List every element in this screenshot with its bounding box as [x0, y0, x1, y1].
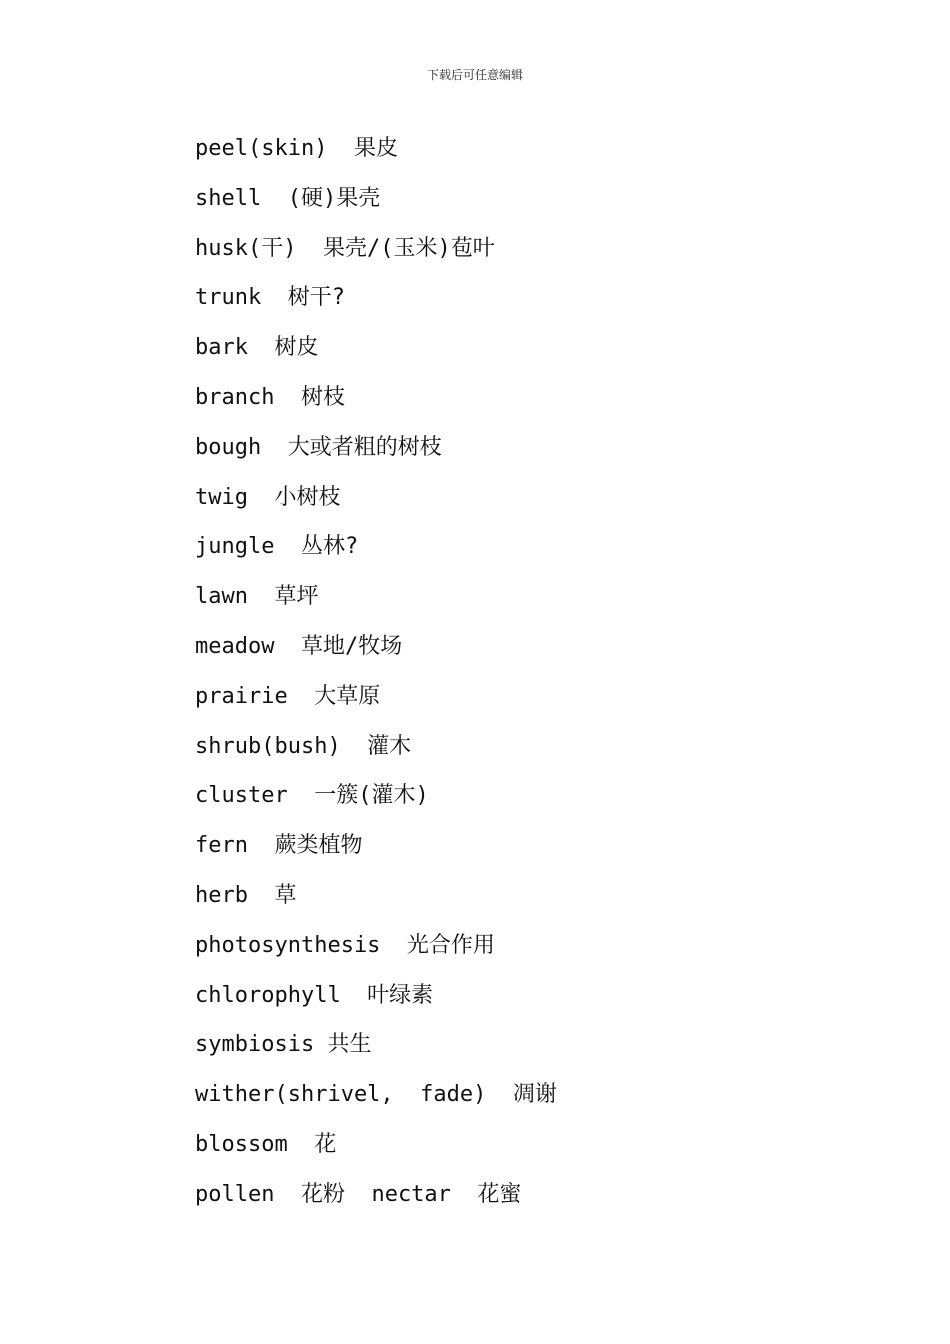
- vocab-line: photosynthesis 光合作用: [195, 932, 495, 958]
- vocab-line: shell (硬)果壳: [195, 185, 381, 211]
- vocab-line: shrub(bush) 灌木: [195, 733, 412, 759]
- vocab-line: bark 树皮: [195, 335, 319, 361]
- vocabulary-list: [195, 130, 557, 1226]
- vocab-line: lawn 草坪: [195, 584, 319, 610]
- vocab-line: peel(skin) 果皮: [195, 136, 398, 161]
- vocab-line: herb 草: [195, 882, 297, 908]
- page-header: 下载后可任意编辑: [426, 68, 523, 82]
- vocab-line: pollen 花粉 nectar 花蜜: [195, 1181, 522, 1207]
- vocab-line: twig 小树枝: [195, 484, 341, 510]
- vocab-line: cluster 一簇(灌木): [195, 783, 429, 809]
- vocab-line: bough 大或者粗的树枝: [195, 434, 442, 460]
- vocab-line: branch 树枝: [195, 384, 345, 410]
- vocab-line: chlorophyll 叶绿素: [195, 982, 434, 1008]
- vocab-line: jungle 丛林?: [195, 534, 359, 560]
- vocab-line: fern 蕨类植物: [195, 833, 363, 859]
- vocab-line: husk(干) 果壳/(玉米)苞叶: [195, 235, 495, 261]
- vocab-line: prairie 大草原: [195, 683, 381, 709]
- vocab-line: symbiosis 共生: [195, 1032, 372, 1058]
- vocab-line: meadow 草地/牧场: [195, 633, 403, 659]
- vocab-line: wither(shrivel, fade) 凋谢: [195, 1082, 557, 1108]
- vocab-line: trunk 树干?: [195, 285, 345, 311]
- vocab-line: blossom 花: [195, 1131, 337, 1157]
